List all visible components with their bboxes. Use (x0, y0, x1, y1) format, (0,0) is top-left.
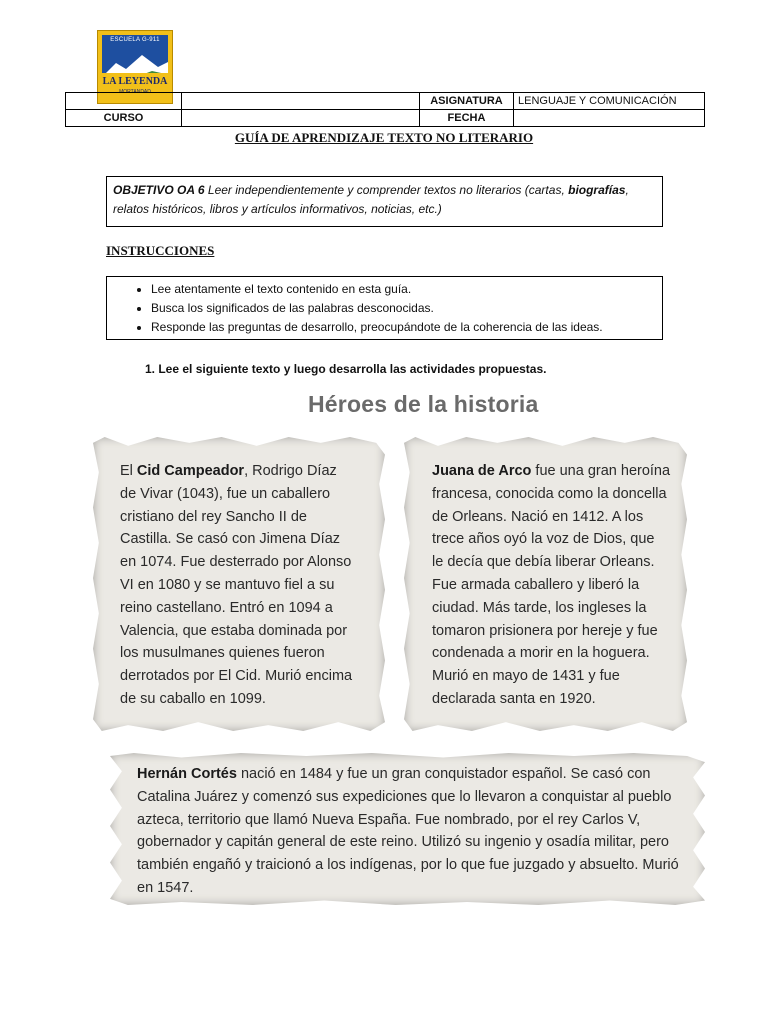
header-cell-empty[interactable] (182, 93, 420, 110)
objetivo-bold-word: biografías (568, 183, 626, 197)
list-item: • Responde las preguntas de desarrollo, preocupándote de la coherencia de las ideas. (151, 318, 662, 337)
curso-label: CURSO (66, 110, 182, 127)
card-line: Castilla. Se casó con Jimena Díaz (120, 531, 341, 548)
hero-name: Cid Campeador (136, 463, 245, 479)
logo-sub: MORTANDAD (119, 89, 151, 95)
logo-school-text: ESCUELA G-911 (110, 37, 160, 43)
instrucciones-heading: INSTRUCCIONES (106, 243, 215, 258)
card-line: trece años oyó la voz de Dios, que (432, 531, 655, 548)
card-line-text: nació en 1484 y fue un gran conquistador español. Se casó con (236, 766, 651, 782)
card-line: Fue armada caballero y liberó la (432, 576, 640, 593)
instrucciones-list (107, 280, 662, 337)
instrucciones-box (106, 276, 663, 340)
card-line: en 1074. Fue desterrado por Alonso (120, 554, 352, 571)
card-line-text: El (120, 463, 137, 479)
curso-field[interactable] (182, 110, 420, 127)
activity-instruction: 1. Lee el siguiente texto y luego desarrolla las actividades propuestas. (145, 362, 547, 376)
card-line: tomaron prisionera por hereje y fue (432, 622, 658, 639)
card-text-juana (432, 460, 670, 711)
guide-title: GUÍA DE APRENDIZAJE TEXTO NO LITERARIO (234, 130, 534, 145)
list-item: • Busca los significados de las palabras desconocidas. (151, 299, 662, 318)
hero-name: Juana de Arco (432, 463, 532, 479)
card-line: declarada santa en 1920. (432, 690, 596, 707)
card-line: Murió en mayo de 1431 y fue (432, 668, 620, 685)
card-line (137, 763, 679, 786)
card-line: VI en 1080 y se mantuvo fiel a su (120, 576, 335, 593)
card-line-text: fue una gran heroína (531, 463, 671, 479)
card-line: cristiano del rey Sancho II de (120, 508, 307, 525)
card-line: derrotados por El Cid. Murió encima (120, 668, 353, 685)
card-line-text: , Rodrigo Díaz (244, 463, 337, 479)
objetivo-text: Leer independientemente y comprender textos no literarios (cartas, (204, 183, 569, 197)
card-line: condenada a morir en la hoguera. (432, 645, 650, 662)
header-cell-empty (66, 93, 182, 110)
hero-name: Hernán Cortés (137, 766, 237, 782)
header-table (65, 92, 705, 127)
fecha-field[interactable] (514, 110, 705, 127)
list-item: • Lee atentamente el texto contenido en esta guía. (151, 280, 662, 299)
card-line: en 1547. (137, 879, 194, 896)
card-line: de Orleans. Nació en 1412. A los (432, 508, 644, 525)
card-line: azteca, territorio que llamó Nueva España. Fue nombrado, por el rey Carlos V, (137, 811, 641, 828)
card-line (120, 460, 352, 483)
card-line: reino castellano. Entró en 1094 a (120, 599, 333, 616)
card-line: Valencia, que estaba dominada por (120, 622, 348, 639)
card-line: de su caballo en 1099. (120, 690, 266, 707)
logo-name: LA LEYENDA (102, 76, 168, 87)
objetivo-text-end: , relatos históricos, libros y artículos informativos, noticias, etc.) (113, 183, 629, 216)
card-line: de Vivar (1043), fue un caballero (120, 485, 331, 502)
card-line (432, 460, 670, 483)
objetivo-box (106, 176, 663, 227)
card-text-cortes (137, 763, 679, 900)
card-line: también engañó y traicionó a los indígenas, por lo que fue juzgado y absuelto. Murió (137, 857, 679, 874)
objetivo-label: OBJETIVO OA 6 (113, 183, 205, 197)
heroes-title: Héroes de la historia (308, 391, 539, 417)
card-text-cid (120, 460, 352, 711)
asignatura-value: LENGUAJE Y COMUNICACIÓN (514, 93, 705, 110)
card-line: le decía que debía liberar Orleans. (432, 554, 655, 571)
card-line: francesa, conocida como la doncella (432, 485, 667, 502)
card-line: los musulmanes quienes fueron (120, 645, 325, 662)
card-line: Catalina Juárez y comenzó sus expediciones que lo llevaron a conquistar al pueblo (137, 788, 672, 805)
card-line: gobernador y capitán general de este reino. Utilizó su ingenio y osadía militar, pero (137, 834, 669, 851)
card-line: ciudad. Más tarde, los ingleses la (432, 599, 647, 616)
fecha-label: FECHA (420, 110, 514, 127)
asignatura-label: ASIGNATURA (420, 93, 514, 110)
